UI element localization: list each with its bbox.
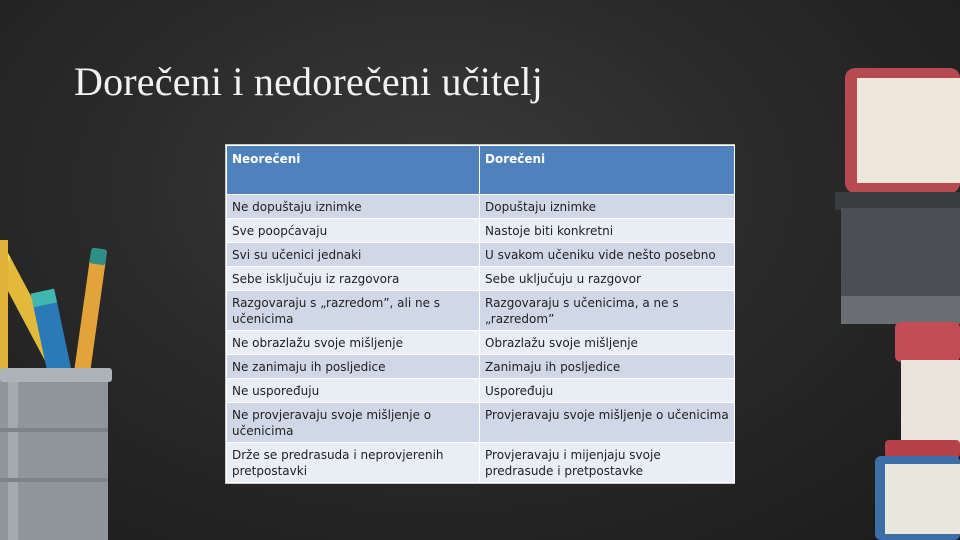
table-cell: Provjeravaju svoje mišljenje o učenicima (480, 403, 735, 443)
table-cell: Obrazlažu svoje mišljenje (480, 331, 735, 355)
table-row (227, 219, 735, 243)
table-row (227, 379, 735, 403)
table-cell: Ne obrazlažu svoje mišljenje (227, 331, 480, 355)
table-cell: Ne dopuštaju iznimke (227, 195, 480, 219)
table-cell: Ne uspoređuju (227, 379, 480, 403)
table-cell: Sebe isključuju iz razgovora (227, 267, 480, 291)
books-illustration (815, 60, 960, 540)
table-cell: Razgovaraju s učenicima, a ne s „razredom” (480, 291, 735, 331)
table-row (227, 291, 735, 331)
table-cell: Sebe uključuju u razgovor (480, 267, 735, 291)
table-row (227, 195, 735, 219)
table-cell: Provjeravaju i mijenjaju svoje predrasude i pretpostavke (480, 443, 735, 483)
table-row (227, 443, 735, 483)
table-cell: Drže se predrasuda i neprovjerenih pretpostavki (227, 443, 480, 483)
table-cell: Svi su učenici jednaki (227, 243, 480, 267)
header-neoreceni: Neorečeni (227, 146, 480, 195)
table-cell: Uspoređuju (480, 379, 735, 403)
table-header-row (227, 146, 735, 195)
comparison-table (226, 145, 734, 483)
table-cell: Ne zanimaju ih posljedice (227, 355, 480, 379)
table-row (227, 267, 735, 291)
table-row (227, 355, 735, 379)
table-cell: Zanimaju ih posljedice (480, 355, 735, 379)
pencil-cup-illustration (0, 368, 112, 540)
table-cell: Nastoje biti konkretni (480, 219, 735, 243)
table-row (227, 243, 735, 267)
pens-illustration (0, 210, 120, 380)
table-cell: Razgovaraju s „razredom”, ali ne s učenicima (227, 291, 480, 331)
table-cell: Ne provjeravaju svoje mišljenje o učenicima (227, 403, 480, 443)
table-cell: Sve poopćavaju (227, 219, 480, 243)
table-cell: Dopuštaju iznimke (480, 195, 735, 219)
header-doreceni: Dorečeni (480, 146, 735, 195)
table-row (227, 403, 735, 443)
table-row (227, 331, 735, 355)
slide-title: Dorečeni i nedorečeni učitelj (74, 59, 543, 104)
table-cell: U svakom učeniku vide nešto posebno (480, 243, 735, 267)
